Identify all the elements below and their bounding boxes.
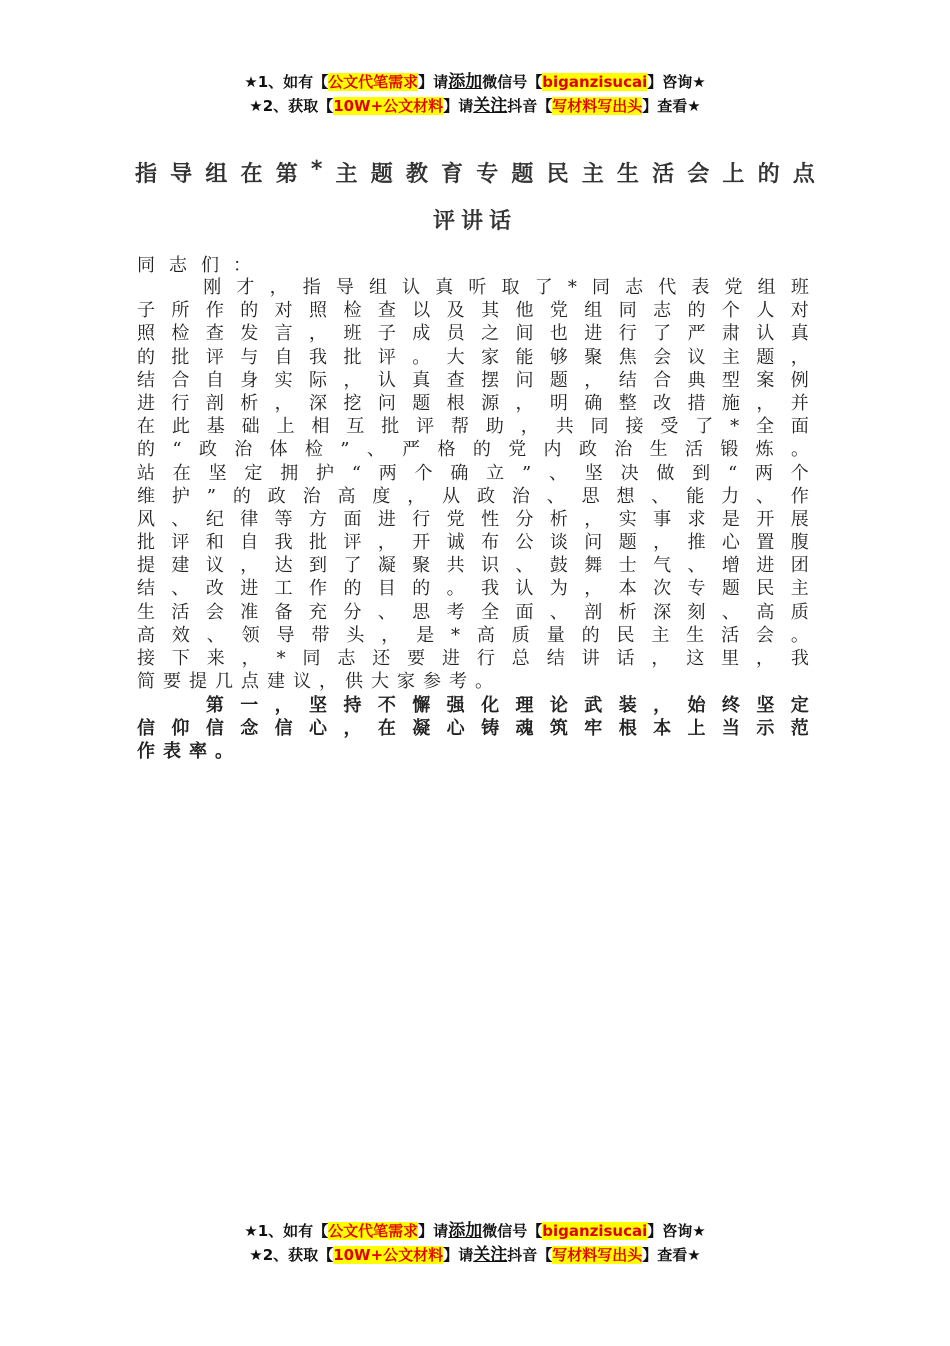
promo-text: 】咨询★ xyxy=(647,1222,706,1240)
text-line: 站 在 坚 定 拥 护 “ 两 个 确 立 ” 、 坚 决 做 到 “ 两 个 xyxy=(137,462,809,484)
body-paragraph-1 xyxy=(137,276,809,693)
text-line: 批 评 和 自 我 批 评 ， 开 诚 布 公 谈 问 题 ， 推 心 置 腹 xyxy=(137,532,809,554)
promo-line-1 xyxy=(0,1219,950,1243)
text-line: 在 此 基 础 上 相 互 批 评 帮 助 ， 共 同 接 受 了 * 全 面 xyxy=(137,416,809,438)
text-line: 的 “ 政 治 体 检 ” 、 严 格 的 党 内 政 治 生 活 锻 炼 。 xyxy=(137,439,809,461)
promo-text: ★1、如有【 xyxy=(244,1222,329,1240)
promo-underlined: 添加 xyxy=(448,1221,483,1241)
text-line: 接 下 来 ， * 同 志 还 要 进 行 总 结 讲 话 ， 这 里 ， 我 xyxy=(137,648,809,669)
promo-douyin-id: 写材料写出头 xyxy=(552,97,643,115)
promo-underlined: 添加 xyxy=(448,72,483,92)
text-line: 刚 才 ， 指 导 组 认 真 听 取 了 * 同 志 代 表 党 组 班 xyxy=(203,277,809,298)
promo-wechat-id: biganzisucai xyxy=(542,1222,648,1240)
text-line: 简要提几点建议，供大家参考。 xyxy=(137,671,501,693)
promo-text: 微信号【 xyxy=(482,1222,543,1240)
text-line: 照 检 查 发 言 ， 班 子 成 员 之 间 也 进 行 了 严 肃 认 真 xyxy=(137,323,809,345)
promo-underlined: 关注 xyxy=(473,96,508,116)
promo-text: ★2、获取【 xyxy=(249,97,334,115)
promo-text: 抖音【 xyxy=(507,1246,553,1264)
promo-text: 】咨询★ xyxy=(647,73,706,91)
text-line: 提 建 议 ， 达 到 了 凝 聚 共 识 、 鼓 舞 士 气 、 增 进 团 xyxy=(137,555,809,577)
promo-highlight: 10W+公文材料 xyxy=(333,97,444,115)
document-title-line-1: 指 导 组 在 第 * 主 题 教 育 专 题 民 主 生 活 会 上 的 点 xyxy=(135,157,815,187)
text-line: 进 行 剖 析 ， 深 挖 问 题 根 源 ， 明 确 整 改 措 施 ， 并 xyxy=(137,392,809,414)
text-line: 结 合 自 身 实 际 ， 认 真 查 摆 问 题 ， 结 合 典 型 案 例 xyxy=(137,369,809,391)
promo-text: ★2、获取【 xyxy=(249,1246,334,1264)
document-title-line-2: 评讲话 xyxy=(432,209,517,234)
text-line: 维 护 ” 的 政 治 高 度 ， 从 政 治 、 思 想 、 能 力 、 作 xyxy=(137,485,809,507)
text-line: 结 、 改 进 工 作 的 目 的 。 我 认 为 ， 本 次 专 题 民 主 xyxy=(137,578,809,600)
text-line: 风 、 纪 律 等 方 面 进 行 党 性 分 析 ， 实 事 求 是 开 展 xyxy=(137,508,809,530)
promo-line-2 xyxy=(0,94,950,118)
promo-text: 微信号【 xyxy=(482,73,543,91)
promo-line-1 xyxy=(0,70,950,94)
promo-text: 】请 xyxy=(418,73,449,91)
text-line: 子 所 作 的 对 照 检 查 以 及 其 他 党 组 同 志 的 个 人 对 xyxy=(137,300,809,322)
promo-text: 】请 xyxy=(443,1246,474,1264)
text-line: 生 活 会 准 备 充 分 、 思 考 全 面 、 剖 析 深 刻 、 高 质 xyxy=(137,601,809,623)
promo-banner-bottom xyxy=(0,1219,950,1267)
promo-douyin-id: 写材料写出头 xyxy=(552,1246,643,1264)
text-line: 高 效 、 领 导 带 头 ， 是 * 高 质 量 的 民 主 生 活 会 。 xyxy=(137,624,809,646)
text-line: 第 一 ， 坚 持 不 懈 强 化 理 论 武 装 ， 始 终 坚 定 xyxy=(205,695,809,716)
promo-highlight: 公文代笔需求 xyxy=(328,1222,419,1240)
salutation: 同志们： xyxy=(137,255,265,276)
promo-highlight: 10W+公文材料 xyxy=(333,1246,444,1264)
text-line: 作表率。 xyxy=(137,741,241,763)
promo-line-2 xyxy=(0,1243,950,1267)
text-line: 信 仰 信 念 信 心 ， 在 凝 心 铸 魂 筑 牢 根 本 上 当 示 范 xyxy=(137,718,809,740)
promo-text: 】请 xyxy=(418,1222,449,1240)
promo-text: ★1、如有【 xyxy=(244,73,329,91)
promo-text: 】查看★ xyxy=(642,97,701,115)
text-line: 的 批 评 与 自 我 批 评 。 大 家 能 够 聚 焦 会 议 主 题 ， xyxy=(137,346,809,368)
promo-text: 抖音【 xyxy=(507,97,553,115)
section-heading-1 xyxy=(137,694,809,764)
promo-highlight: 公文代笔需求 xyxy=(328,73,419,91)
promo-banner-top xyxy=(0,70,950,118)
promo-underlined: 关注 xyxy=(473,1245,508,1265)
promo-text: 】请 xyxy=(443,97,474,115)
promo-wechat-id: biganzisucai xyxy=(542,73,648,91)
promo-text: 】查看★ xyxy=(642,1246,701,1264)
